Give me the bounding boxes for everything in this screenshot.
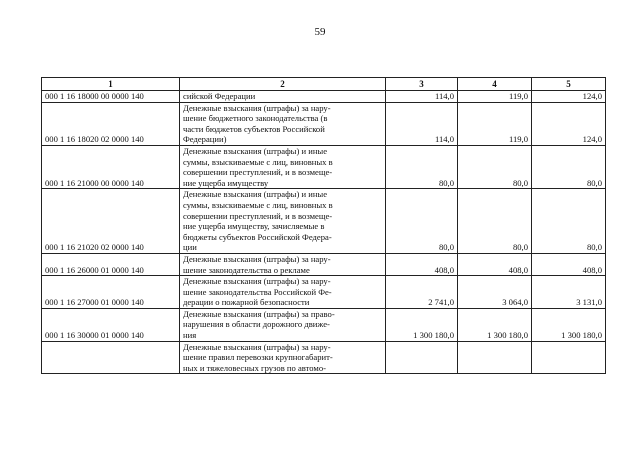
description-line: Федерации) (183, 134, 227, 145)
description-line: ния (183, 330, 197, 341)
description-cell (180, 91, 386, 103)
description-line: части бюджетов субъектов Российской (183, 123, 325, 134)
description-cell (180, 189, 386, 254)
table-body (42, 91, 606, 374)
table-row (42, 145, 606, 188)
amount-cell-col-4 (458, 341, 532, 374)
description-line: нарушения в области дорожного движе- (183, 319, 330, 330)
classification-code-cell: 000 1 16 21020 02 0000 140 (42, 189, 180, 254)
amount-cell-col-3: 80,0 (386, 145, 458, 188)
amount-cell-col-5: 408,0 (532, 253, 606, 275)
description-line: сийской Федерации (183, 91, 256, 101)
table-row (42, 91, 606, 103)
amount-cell-col-4: 119,0 (458, 102, 532, 145)
description-line: бюджеты субъектов Российской Федера- (183, 231, 332, 242)
amount-cell-col-5: 124,0 (532, 102, 606, 145)
description-cell (180, 276, 386, 309)
description-line: совершении преступлений, и в возмеще- (183, 167, 333, 178)
amount-cell-col-5: 1 300 180,0 (532, 308, 606, 341)
classification-code-cell: 000 1 16 26000 01 0000 140 (42, 253, 180, 275)
amount-cell-col-3: 408,0 (386, 253, 458, 275)
amount-cell-col-5: 80,0 (532, 145, 606, 188)
page-number: 59 (314, 26, 326, 38)
description-cell (180, 253, 386, 275)
amount-cell-col-5 (532, 341, 606, 374)
description-cell (180, 145, 386, 188)
description-line: Денежные взыскания (штрафы) за нару- (183, 341, 331, 352)
description-line: суммы, взыскиваемые с лиц, виновных в (183, 156, 333, 167)
description-line: шение законодательства Российской Фе- (183, 286, 332, 297)
description-line: Денежные взыскания (штрафы) за нару- (183, 276, 331, 287)
amount-cell-col-3: 2 741,0 (386, 276, 458, 309)
column-header-2: 2 (180, 78, 386, 91)
classification-code-cell: 000 1 16 18020 02 0000 140 (42, 102, 180, 145)
description-line: ных и тяжеловесных грузов по автомо- (183, 362, 326, 373)
description-line: ции (183, 242, 197, 253)
description-line: дерации о пожарной безопасности (183, 297, 310, 308)
budget-revenue-table (41, 77, 606, 374)
description-line: шение законодательства о рекламе (183, 264, 310, 275)
table-header-row (42, 78, 606, 91)
classification-code-cell: 000 1 16 27000 01 0000 140 (42, 276, 180, 309)
amount-cell-col-3: 1 300 180,0 (386, 308, 458, 341)
description-cell (180, 102, 386, 145)
column-header-5: 5 (532, 78, 606, 91)
classification-code-cell (42, 341, 180, 374)
amount-cell-col-5: 80,0 (532, 189, 606, 254)
classification-code-cell: 000 1 16 30000 01 0000 140 (42, 308, 180, 341)
amount-cell-col-3: 80,0 (386, 189, 458, 254)
description-line: Денежные взыскания (штрафы) за нару- (183, 102, 331, 113)
description-line: совершении преступлений, и в возмеще- (183, 210, 333, 221)
column-header-3: 3 (386, 78, 458, 91)
description-line: Денежные взыскания (штрафы) и иные (183, 189, 328, 200)
amount-cell-col-3 (386, 341, 458, 374)
table-row (42, 341, 606, 374)
amount-cell-col-4: 1 300 180,0 (458, 308, 532, 341)
description-line: ние ущерба имуществу (183, 177, 269, 188)
description-line: шение бюджетного законодательства (в (183, 113, 328, 124)
description-line: Денежные взыскания (штрафы) за право- (183, 308, 335, 319)
description-line: ние ущерба имуществу, зачисляемые в (183, 221, 325, 232)
amount-cell-col-3: 114,0 (386, 102, 458, 145)
table-row (42, 102, 606, 145)
table-row (42, 276, 606, 309)
description-line: Денежные взыскания (штрафы) и иные (183, 145, 328, 156)
description-line: шение правил перевозки крупногабарит- (183, 352, 333, 363)
column-header-1: 1 (42, 78, 180, 91)
amount-cell-col-4: 119,0 (458, 91, 532, 103)
description-line: Денежные взыскания (штрафы) за нару- (183, 253, 331, 264)
amount-cell-col-3: 114,0 (386, 91, 458, 103)
classification-code-cell: 000 1 16 21000 00 0000 140 (42, 145, 180, 188)
amount-cell-col-4: 408,0 (458, 253, 532, 275)
amount-cell-col-4: 80,0 (458, 189, 532, 254)
column-header-4: 4 (458, 78, 532, 91)
description-cell (180, 341, 386, 374)
amount-cell-col-5: 124,0 (532, 91, 606, 103)
description-cell (180, 308, 386, 341)
table-row (42, 253, 606, 275)
classification-code-cell: 000 1 16 18000 00 0000 140 (42, 91, 180, 103)
amount-cell-col-5: 3 131,0 (532, 276, 606, 309)
description-line: суммы, взыскиваемые с лиц, виновных в (183, 199, 333, 210)
amount-cell-col-4: 3 064,0 (458, 276, 532, 309)
table-row (42, 189, 606, 254)
amount-cell-col-4: 80,0 (458, 145, 532, 188)
table-row (42, 308, 606, 341)
